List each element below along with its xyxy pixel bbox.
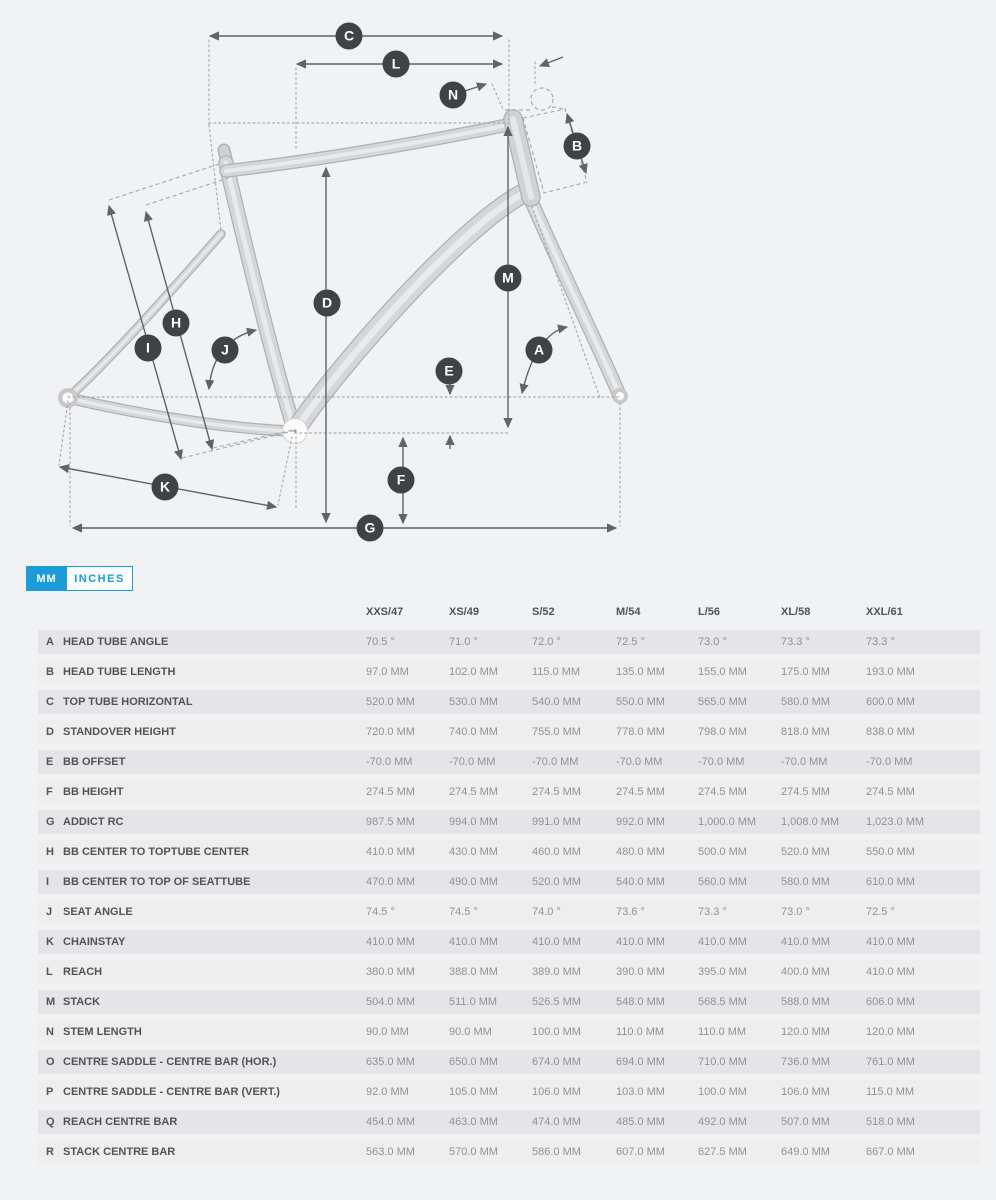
row-letter: P (46, 1086, 54, 1098)
cell-value: 992.0 MM (616, 816, 665, 828)
cell-value: 627.5 MM (698, 1146, 747, 1158)
row-letter: R (46, 1146, 54, 1158)
cell-value: 155.0 MM (698, 666, 747, 678)
row-label: HEAD TUBE ANGLE (63, 636, 169, 648)
table-row (38, 840, 980, 864)
cell-value: 568.5 MM (698, 996, 747, 1008)
cell-value: 520.0 MM (532, 876, 581, 888)
cell-value: 410.0 MM (866, 936, 915, 948)
cell-value: 71.0 ° (449, 636, 478, 648)
column-header: S/52 (532, 606, 555, 618)
cell-value: 74.5 ° (449, 906, 478, 918)
table-row (38, 990, 980, 1014)
cell-value: 474.0 MM (532, 1116, 581, 1128)
geometry-table-body (38, 630, 980, 1164)
cell-value: 274.5 MM (366, 786, 415, 798)
unit-toggle (26, 566, 996, 591)
cell-value: 72.0 ° (532, 636, 561, 648)
cell-value: 635.0 MM (366, 1056, 415, 1068)
cell-value: 550.0 MM (616, 696, 665, 708)
cell-value: -70.0 MM (866, 756, 913, 768)
cell-value: 410.0 MM (532, 936, 581, 948)
table-row (38, 930, 980, 954)
diagram-label-i: I (135, 335, 162, 362)
cell-value: 74.5 ° (366, 906, 395, 918)
construction-dotted-lines (59, 40, 620, 526)
cell-value: 674.0 MM (532, 1056, 581, 1068)
row-letter: B (46, 666, 54, 678)
cell-value: 74.0 ° (532, 906, 561, 918)
row-letter: M (46, 996, 56, 1008)
row-label: BB OFFSET (63, 756, 126, 768)
cell-value: 667.0 MM (866, 1146, 915, 1158)
table-row (38, 660, 980, 684)
cell-value: 274.5 MM (532, 786, 581, 798)
cell-value: 511.0 MM (449, 996, 498, 1008)
cell-value: 73.3 ° (866, 636, 895, 648)
cell-value: 380.0 MM (366, 966, 415, 978)
cell-value: 994.0 MM (449, 816, 498, 828)
inches-button[interactable]: INCHES (67, 566, 133, 591)
table-row (38, 1020, 980, 1044)
cell-value: 485.0 MM (616, 1116, 665, 1128)
cell-value: -70.0 MM (781, 756, 828, 768)
table-row (38, 870, 980, 894)
table-row (38, 720, 980, 744)
cell-value: 565.0 MM (698, 696, 747, 708)
cell-value: 120.0 MM (781, 1026, 830, 1038)
cell-value: 607.0 MM (616, 1146, 665, 1158)
cell-value: -70.0 MM (366, 756, 413, 768)
dimension-lines (60, 36, 616, 528)
cell-value: 92.0 MM (366, 1086, 409, 1098)
column-header: XXS/47 (366, 606, 404, 618)
cell-value: 395.0 MM (698, 966, 747, 978)
cell-value: 106.0 MM (781, 1086, 830, 1098)
cell-value: 454.0 MM (366, 1116, 415, 1128)
cell-value: 755.0 MM (532, 726, 581, 738)
row-label: ADDICT RC (63, 816, 124, 828)
cell-value: 274.5 MM (449, 786, 498, 798)
column-header: XL/58 (781, 606, 811, 618)
diagram-label-f: F (388, 467, 415, 494)
cell-value: 70.5 ° (366, 636, 395, 648)
cell-value: 606.0 MM (866, 996, 915, 1008)
cell-value: 105.0 MM (449, 1086, 498, 1098)
cell-value: 410.0 MM (616, 936, 665, 948)
row-letter: O (46, 1056, 55, 1068)
table-row (38, 900, 980, 924)
cell-value: 120.0 MM (866, 1026, 915, 1038)
cell-value: 736.0 MM (781, 1056, 830, 1068)
row-label: SEAT ANGLE (63, 906, 133, 918)
diagram-label-b: B (564, 133, 591, 160)
cell-value: 694.0 MM (616, 1056, 665, 1068)
cell-value: 720.0 MM (366, 726, 415, 738)
diagram-label-c: C (336, 23, 363, 50)
row-label: REACH CENTRE BAR (63, 1116, 178, 1128)
cell-value: 463.0 MM (449, 1116, 498, 1128)
cell-value: 410.0 MM (449, 936, 498, 948)
table-row (38, 1140, 980, 1164)
cell-value: 193.0 MM (866, 666, 915, 678)
cell-value: 500.0 MM (698, 846, 747, 858)
column-header: M/54 (616, 606, 641, 618)
diagram-label-k: K (152, 474, 179, 501)
cell-value: 73.0 ° (698, 636, 727, 648)
cell-value: 274.5 MM (866, 786, 915, 798)
cell-value: 550.0 MM (866, 846, 915, 858)
cell-value: 600.0 MM (866, 696, 915, 708)
cell-value: 110.0 MM (616, 1026, 665, 1038)
cell-value: -70.0 MM (616, 756, 663, 768)
cell-value: -70.0 MM (698, 756, 745, 768)
cell-value: 548.0 MM (616, 996, 665, 1008)
row-label: STACK CENTRE BAR (63, 1146, 176, 1158)
cell-value: 410.0 MM (698, 936, 747, 948)
table-header (38, 605, 980, 623)
cell-value: -70.0 MM (532, 756, 579, 768)
cell-value: 102.0 MM (449, 666, 498, 678)
cell-value: 90.0 MM (449, 1026, 492, 1038)
cell-value: 492.0 MM (698, 1116, 747, 1128)
cell-value: 410.0 MM (781, 936, 830, 948)
row-label: BB CENTER TO TOPTUBE CENTER (63, 846, 249, 858)
cell-value: 710.0 MM (698, 1056, 747, 1068)
cell-value: 588.0 MM (781, 996, 830, 1008)
cell-value: 580.0 MM (781, 876, 830, 888)
diagram-label-a: A (526, 337, 553, 364)
cell-value: 520.0 MM (366, 696, 415, 708)
cell-value: 110.0 MM (698, 1026, 747, 1038)
cell-value: 470.0 MM (366, 876, 415, 888)
row-label: BB HEIGHT (63, 786, 124, 798)
cell-value: 135.0 MM (616, 666, 665, 678)
cell-value: 838.0 MM (866, 726, 915, 738)
cell-value: 480.0 MM (616, 846, 665, 858)
geometry-table (38, 605, 980, 1164)
row-label: STACK (63, 996, 101, 1008)
diagram-label-l: L (383, 51, 410, 78)
diagram-label-h: H (163, 310, 190, 337)
cell-value: 389.0 MM (532, 966, 581, 978)
cell-value: 100.0 MM (532, 1026, 581, 1038)
column-header: XXL/61 (866, 606, 903, 618)
row-letter: A (46, 636, 54, 648)
table-row (38, 780, 980, 804)
cell-value: 526.5 MM (532, 996, 581, 1008)
table-row (38, 810, 980, 834)
table-row (38, 630, 980, 654)
cell-value: 73.3 ° (781, 636, 810, 648)
cell-value: 100.0 MM (698, 1086, 747, 1098)
cell-value: 115.0 MM (532, 666, 581, 678)
table-row (38, 1080, 980, 1104)
cell-value: 761.0 MM (866, 1056, 915, 1068)
frame-geometry-diagram (0, 0, 996, 558)
table-row (38, 690, 980, 714)
row-letter: D (46, 726, 54, 738)
diagram-label-d: D (314, 290, 341, 317)
cell-value: 570.0 MM (449, 1146, 498, 1158)
cell-value: 90.0 MM (366, 1026, 409, 1038)
diagram-label-j: J (212, 337, 239, 364)
cell-value: 410.0 MM (366, 846, 415, 858)
row-letter: G (46, 816, 55, 828)
cell-value: 610.0 MM (866, 876, 915, 888)
cell-value: 520.0 MM (781, 846, 830, 858)
cell-value: 507.0 MM (781, 1116, 830, 1128)
diagram-label-n: N (440, 82, 467, 109)
cell-value: 400.0 MM (781, 966, 830, 978)
cell-value: 560.0 MM (698, 876, 747, 888)
cell-value: 274.5 MM (698, 786, 747, 798)
cell-value: 103.0 MM (616, 1086, 665, 1098)
cell-value: 460.0 MM (532, 846, 581, 858)
cell-value: 73.0 ° (781, 906, 810, 918)
cell-value: 390.0 MM (616, 966, 665, 978)
cell-value: 490.0 MM (449, 876, 498, 888)
cell-value: 798.0 MM (698, 726, 747, 738)
cell-value: 518.0 MM (866, 1116, 915, 1128)
row-label: CHAINSTAY (63, 936, 126, 948)
table-row (38, 960, 980, 984)
diagram-label-m: M (495, 265, 522, 292)
cell-value: 649.0 MM (781, 1146, 830, 1158)
cell-value: 1,000.0 MM (698, 816, 757, 828)
table-row (38, 1110, 980, 1134)
row-letter: I (46, 876, 50, 888)
cell-value: 410.0 MM (366, 936, 415, 948)
cell-value: 115.0 MM (866, 1086, 915, 1098)
row-letter: J (46, 906, 53, 918)
row-letter: H (46, 846, 54, 858)
cell-value: 586.0 MM (532, 1146, 581, 1158)
cell-value: 73.6 ° (616, 906, 645, 918)
cell-value: 72.5 ° (616, 636, 645, 648)
table-row (38, 1050, 980, 1074)
cell-value: 175.0 MM (781, 666, 830, 678)
cell-value: 563.0 MM (366, 1146, 415, 1158)
row-letter: C (46, 696, 54, 708)
cell-value: 1,023.0 MM (866, 816, 925, 828)
cell-value: 72.5 ° (866, 906, 895, 918)
cell-value: -70.0 MM (449, 756, 496, 768)
cell-value: 388.0 MM (449, 966, 498, 978)
row-letter: Q (46, 1116, 55, 1128)
cell-value: 410.0 MM (866, 966, 915, 978)
row-label: TOP TUBE HORIZONTAL (63, 696, 193, 708)
row-label: CENTRE SADDLE - CENTRE BAR (HOR.) (63, 1056, 277, 1068)
cell-value: 818.0 MM (781, 726, 830, 738)
cell-value: 740.0 MM (449, 726, 498, 738)
cell-value: 274.5 MM (616, 786, 665, 798)
row-label: STEM LENGTH (63, 1026, 142, 1038)
cell-value: 650.0 MM (449, 1056, 498, 1068)
diagram-label-e: E (436, 358, 463, 385)
row-letter: E (46, 756, 54, 768)
row-letter: K (46, 936, 54, 948)
cell-value: 97.0 MM (366, 666, 409, 678)
column-header: L/56 (698, 606, 721, 618)
cell-value: 580.0 MM (781, 696, 830, 708)
cell-value: 991.0 MM (532, 816, 581, 828)
cell-value: 504.0 MM (366, 996, 415, 1008)
cell-value: 540.0 MM (616, 876, 665, 888)
table-row (38, 750, 980, 774)
row-label: BB CENTER TO TOP OF SEATTUBE (63, 876, 251, 888)
row-label: CENTRE SADDLE - CENTRE BAR (VERT.) (63, 1086, 280, 1098)
cell-value: 274.5 MM (781, 786, 830, 798)
cell-value: 987.5 MM (366, 816, 415, 828)
cell-value: 778.0 MM (616, 726, 665, 738)
column-header: XS/49 (449, 606, 479, 618)
row-letter: N (46, 1026, 54, 1038)
cell-value: 1,008.0 MM (781, 816, 840, 828)
mm-button[interactable]: MM (26, 566, 67, 591)
cell-value: 73.3 ° (698, 906, 727, 918)
row-label: HEAD TUBE LENGTH (63, 666, 176, 678)
row-letter: F (46, 786, 53, 798)
row-label: STANDOVER HEIGHT (63, 726, 176, 738)
row-letter: L (46, 966, 53, 978)
row-label: REACH (63, 966, 103, 978)
cell-value: 530.0 MM (449, 696, 498, 708)
diagram-label-g: G (357, 515, 384, 542)
cell-value: 540.0 MM (532, 696, 581, 708)
cell-value: 106.0 MM (532, 1086, 581, 1098)
cell-value: 430.0 MM (449, 846, 498, 858)
